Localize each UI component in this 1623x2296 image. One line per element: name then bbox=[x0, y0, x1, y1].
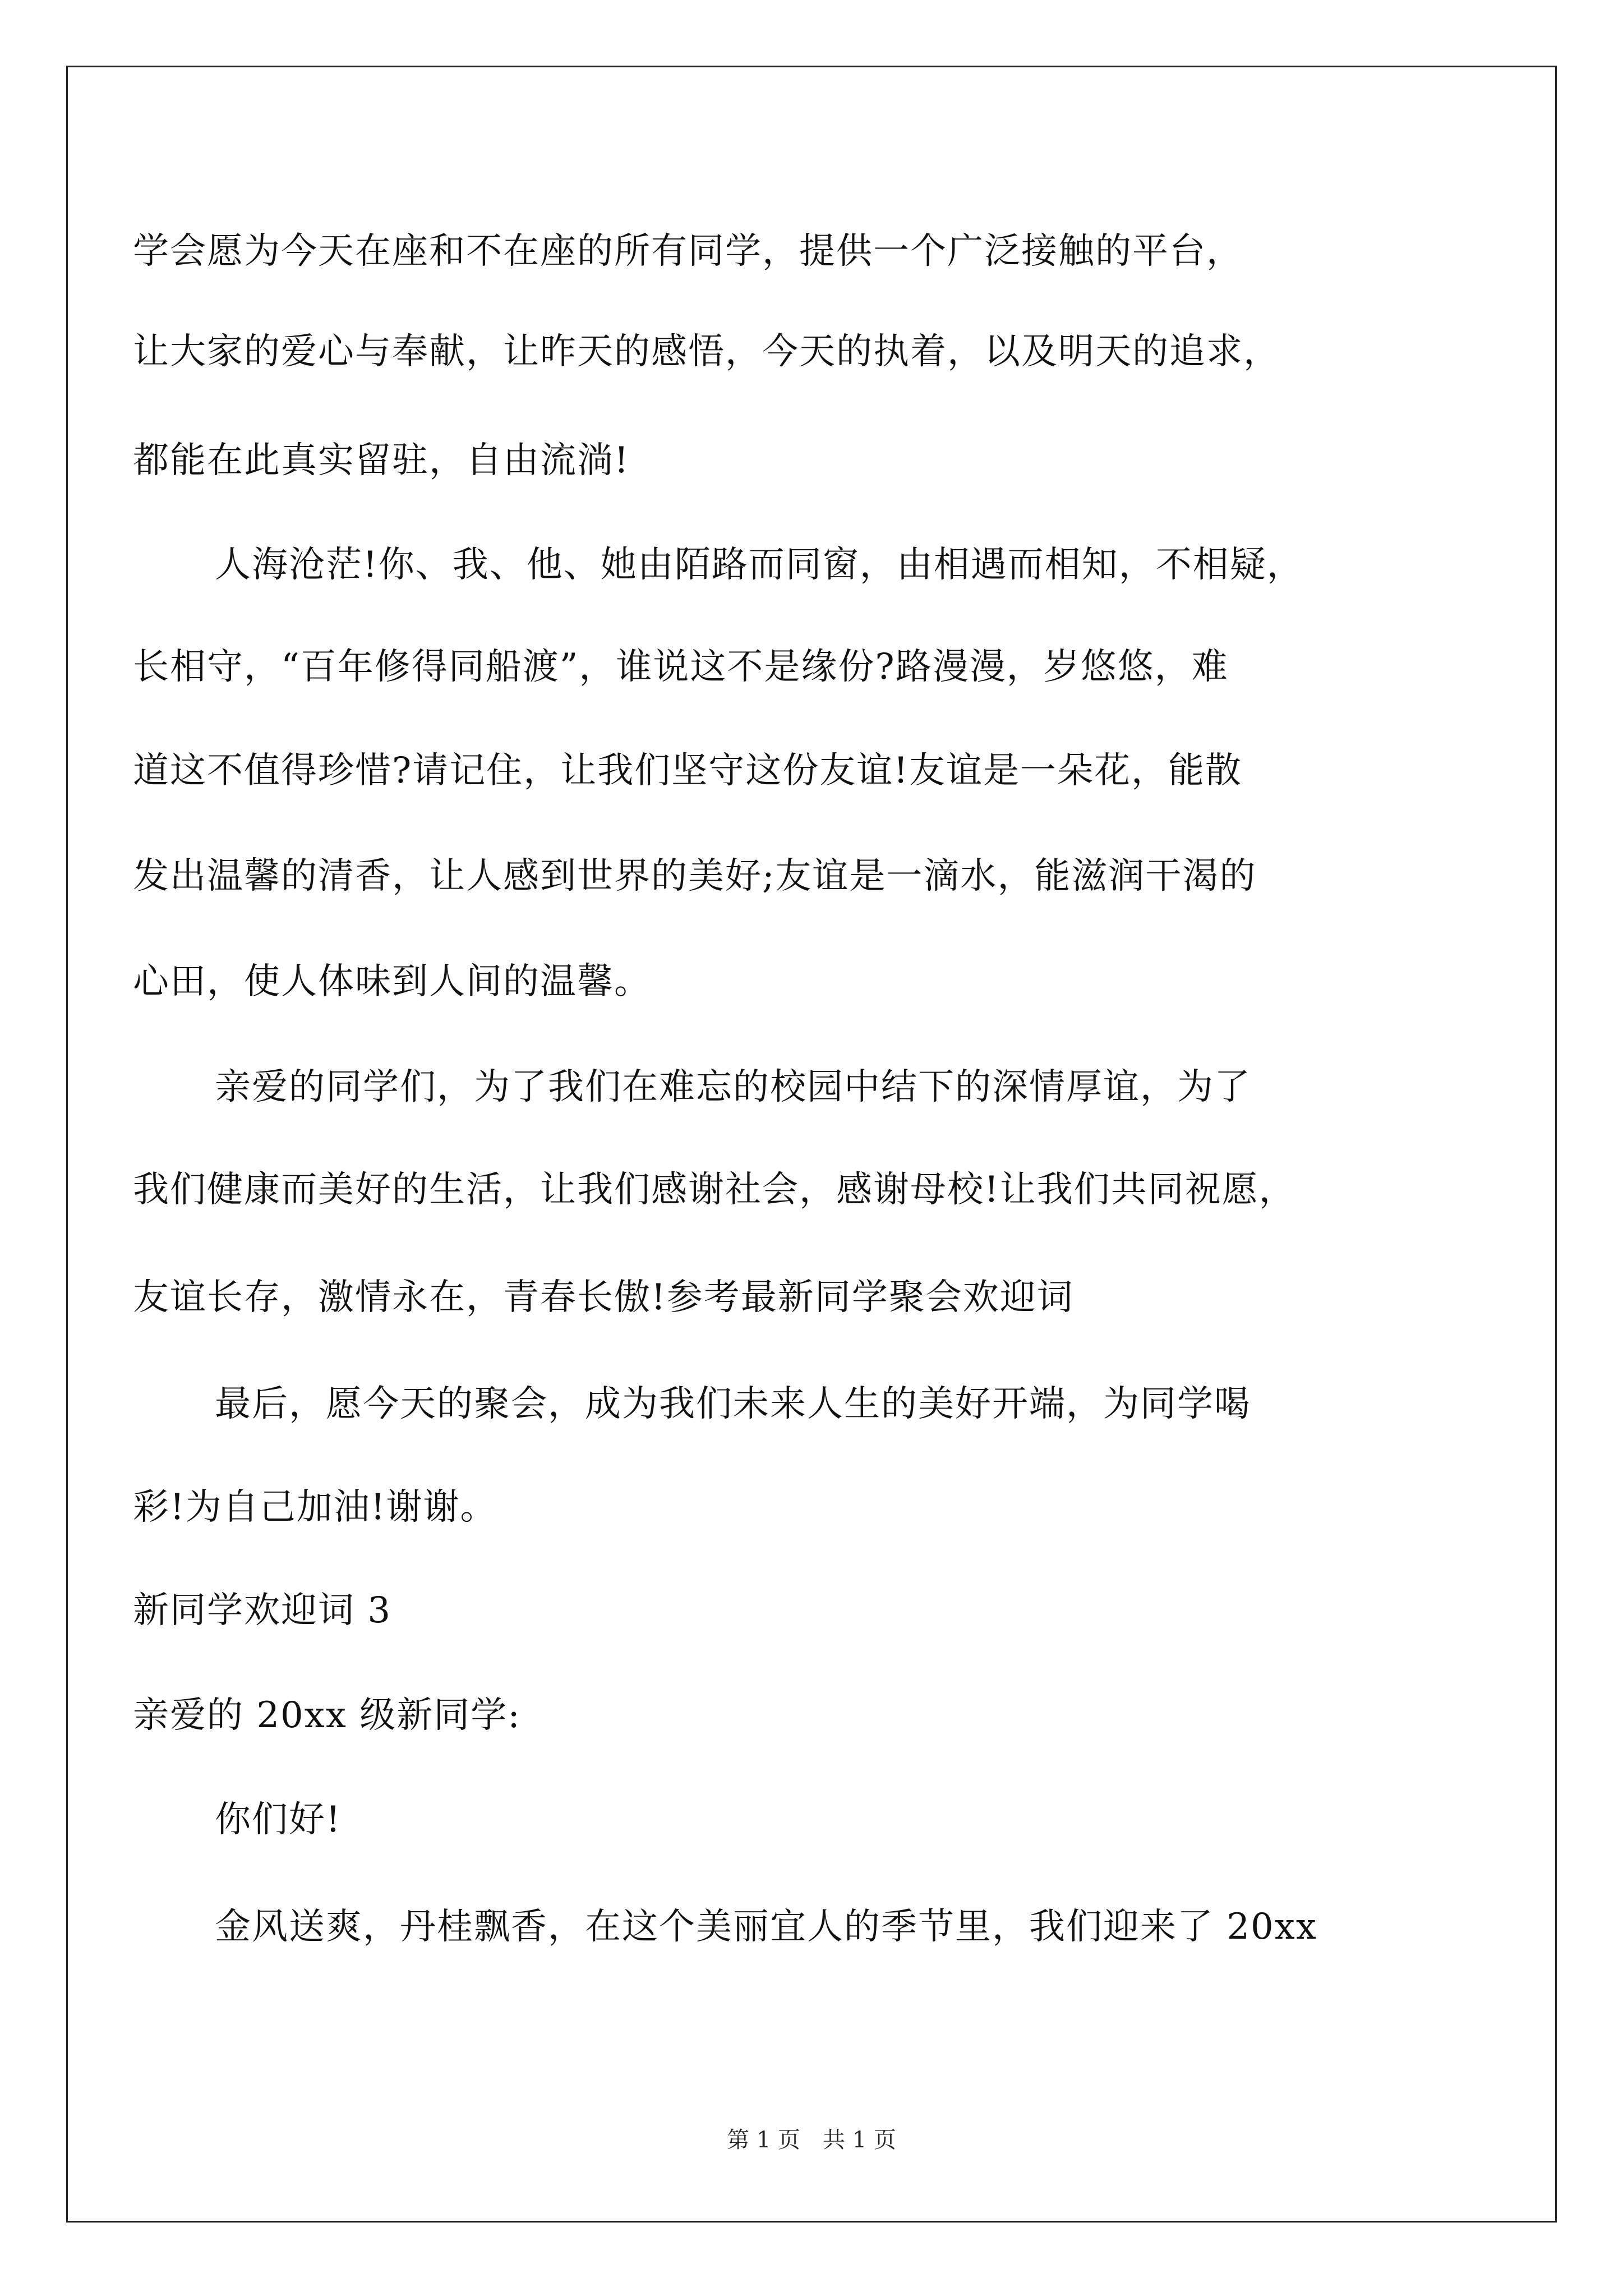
text-line: 长相守，“百年修得同船渡”，谁说这不是缘份?路漫漫，岁悠悠，难 bbox=[133, 646, 1229, 688]
text-line: 发出温馨的清香，让人感到世界的美好;友谊是一滴水，能滋润干渴的 bbox=[133, 855, 1257, 897]
text-line: 让大家的爱心与奉献，让昨天的感悟，今天的执着，以及明天的追求， bbox=[133, 331, 1280, 372]
text-line: 都能在此真实留驻，自由流淌! bbox=[133, 440, 630, 481]
text-line: 学会愿为今天在座和不在座的所有同学，提供一个广泛接触的平台， bbox=[133, 231, 1243, 272]
paragraph-start-line: 人海沧茫!你、我、他、她由陌路而同窗，由相遇而相知，不相疑， bbox=[215, 544, 1304, 586]
text-line: 道这不值得珍惜?请记住，让我们坚守这份友谊!友谊是一朵花，能散 bbox=[133, 750, 1243, 792]
page-number-footer: 第 1 页 共 1 页 bbox=[727, 2127, 896, 2153]
paragraph-start-line: 最后，愿今天的聚会，成为我们未来人生的美好开端，为同学喝 bbox=[215, 1383, 1251, 1425]
page-border bbox=[66, 66, 1557, 2223]
text-line: 我们健康而美好的生活，让我们感谢社会，感谢母校!让我们共同祝愿， bbox=[133, 1169, 1296, 1211]
greeting: 你们好! bbox=[215, 1799, 342, 1841]
section-heading: 新同学欢迎词 3 bbox=[133, 1590, 392, 1631]
text-line: 彩!为自己加油!谢谢。 bbox=[133, 1487, 497, 1528]
salutation: 亲爱的 20xx 级新同学: bbox=[133, 1695, 521, 1736]
text-line: 友谊长存，激情永在，青春长傲!参考最新同学聚会欢迎词 bbox=[133, 1277, 1074, 1318]
text-line: 心田，使人体味到人间的温馨。 bbox=[133, 961, 651, 1002]
paragraph-start-line: 金风送爽，丹桂飘香，在这个美丽宜人的季节里，我们迎来了 20xx bbox=[215, 1906, 1317, 1948]
paragraph-start-line: 亲爱的同学们，为了我们在难忘的校园中结下的深情厚谊，为了 bbox=[215, 1066, 1251, 1108]
